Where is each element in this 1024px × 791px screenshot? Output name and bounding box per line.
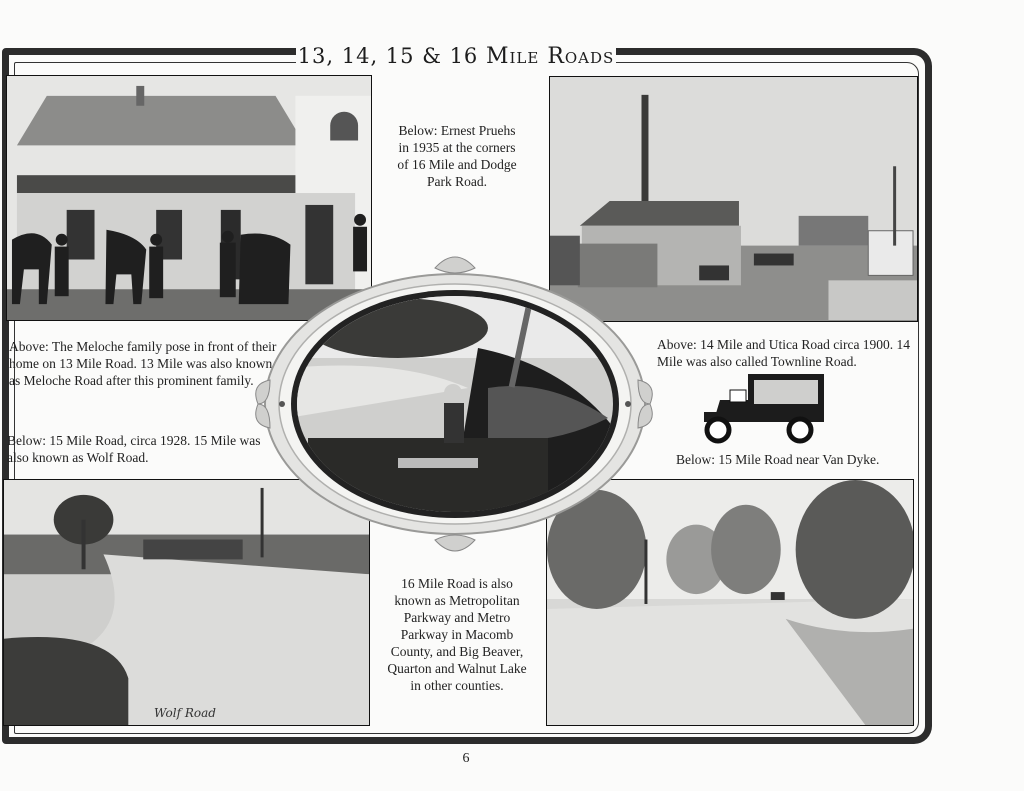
page-number: 6 bbox=[462, 751, 470, 766]
caption-15-mile-van-dyke: Below: 15 Mile Road near Van Dyke. bbox=[676, 452, 880, 467]
photo-ernest-pruehs-oval bbox=[248, 248, 660, 560]
caption-15-mile-1928: Below: 15 Mile Road, circa 1928. 15 Mile was also known as Wolf Road. bbox=[7, 433, 261, 465]
caption-14-mile-utica: Above: 14 Mile and Utica Road circa 1900. 14 Mile was also called Townline Road. bbox=[657, 337, 911, 369]
page-title-numbers: 13, 14, 15 & 16 bbox=[297, 44, 486, 68]
caption-meloche-family: Above: The Meloche family pose in front of their home on 13 Mile Road. 13 Mile was also known as Meloche Road after this prominent family. bbox=[9, 339, 277, 388]
caption-16-mile-names: 16 Mile Road is also known as Metropolitan Parkway and Metro Parkway in Macomb County, and Big Beaver, Quarton and Walnut Lake in other counties. bbox=[387, 576, 527, 693]
page-title bbox=[296, 42, 616, 70]
truck-illustration bbox=[700, 370, 828, 444]
photo-label-wolf-road: Wolf Road bbox=[154, 706, 216, 720]
page-title-text: Mile Roads bbox=[485, 44, 615, 69]
caption-ernest-pruehs: Below: Ernest Pruehs in 1935 at the corners of 16 Mile and Dodge Park Road. bbox=[397, 123, 517, 189]
